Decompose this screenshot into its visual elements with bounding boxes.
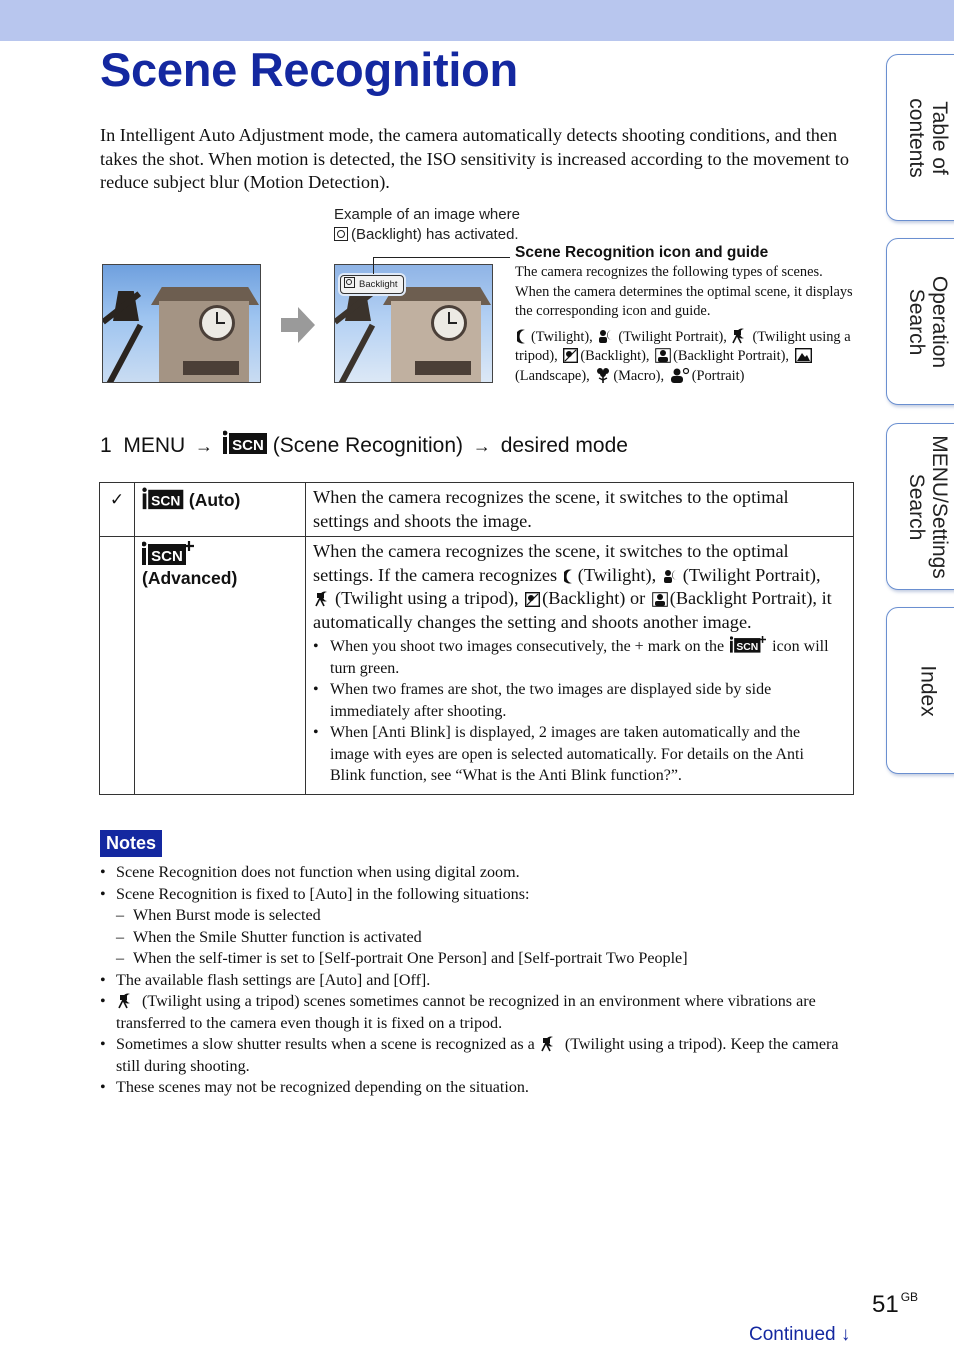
mode-desc-advanced [306, 537, 854, 795]
list-item: – When the Smile Shutter function is activated [100, 927, 855, 949]
page-suffix: GB [900, 1290, 919, 1304]
twilight-icon [564, 569, 576, 584]
step-menu: MENU [123, 434, 186, 457]
list-item: • These scenes may not be recognized depending on the situation. [100, 1077, 855, 1099]
step-arrow-2: → [472, 436, 491, 456]
table-row-auto [100, 483, 854, 537]
tab-op-label [905, 275, 951, 367]
iscn-plus-icon [142, 541, 194, 567]
scene-twilight: (Twilight), [531, 328, 593, 345]
adv-desc-5: (Backlight) or [542, 588, 646, 608]
example-photo-after [334, 264, 493, 383]
scene-guide [515, 243, 855, 386]
step-item: (Scene Recognition) [272, 434, 464, 457]
note-5a: Sometimes a slow shutter results when a scene is recognized as a [116, 1036, 535, 1053]
callout-line-vertical [373, 257, 374, 274]
twilight-portrait-icon [663, 569, 681, 584]
mode-name-advanced [135, 537, 306, 795]
backlight-badge [340, 275, 404, 294]
guide-text: The camera recognizes the following types of scenes. When the camera determines the optimal scene, it displays the corresponding icon and guide. [515, 264, 853, 319]
list-item: • The available flash settings are [Auto] and [Off]. [100, 970, 855, 992]
intro-paragraph: In Intelligent Auto Adjustment mode, the camera automatically detects shooting conditions, and then takes the shot. When motion is detected, the ISO sensitivity is increased according to the movement to reduce subject blur (Motion Detection). [100, 125, 850, 192]
list-item: • When [Anti Blink] is displayed, 2 images are taken automatically and the image with eyes are open is selected automatically. For details on the Anti Blink function, see “What is the Anti Blink function?”. [313, 722, 843, 787]
tab-operation-search[interactable] [886, 238, 954, 405]
scene-list [515, 328, 855, 387]
svg-text:SCN: SCN [151, 548, 183, 565]
tab-menu-line2: Search [904, 473, 928, 540]
continued-link[interactable] [749, 1324, 850, 1346]
list-item: – When Burst mode is selected [100, 905, 855, 927]
svg-text:SCN: SCN [736, 641, 759, 653]
bullet1-a: When you shoot two images consecutively, the + mark on the [330, 638, 725, 655]
mode-desc-auto: When the camera recognizes the scene, it switches to the optimal settings and shoots the image. [306, 483, 854, 537]
scene-backlight-portrait: (Backlight Portrait), [673, 348, 790, 364]
step-target: desired mode [500, 434, 628, 457]
adv-desc-1: When the camera recognizes the scene, it switches to the optimal settings. If the camera recognizes [313, 541, 789, 585]
twilight-tripod-icon [315, 591, 333, 607]
svg-text:SCN: SCN [232, 437, 264, 454]
list-item: – When the self-timer is set to [Self-portrait One Person] and [Self-portrait Two People] [100, 948, 855, 970]
step-number: 1 [100, 434, 112, 457]
list-item: • Scene Recognition does not function when using digital zoom. [100, 862, 855, 884]
step-arrow: → [195, 436, 214, 456]
list-item: • Scene Recognition is fixed to [Auto] in the following situations: [100, 884, 855, 906]
default-check-icon: ✓ [100, 483, 135, 537]
backlight-portrait-icon [655, 348, 671, 363]
list-item: • When two frames are shot, the two images are displayed side by side immediately after shooting. [313, 679, 843, 722]
mode-label-auto: (Auto) [188, 490, 241, 510]
tab-index-label: Index [916, 664, 940, 717]
continued-label: Continued [749, 1324, 836, 1345]
scene-landscape: (Landscape), [515, 367, 590, 384]
header-band [0, 0, 954, 41]
tab-op-line2: Search [904, 288, 928, 355]
adv-desc-2: (Twilight), [577, 564, 657, 585]
svg-text:SCN: SCN [151, 492, 181, 509]
mode-label-advanced: (Advanced) [142, 568, 238, 588]
caption-line1: Example of an image where [334, 206, 520, 223]
page-title: Scene Recognition [100, 43, 518, 96]
list-item [100, 1034, 855, 1077]
scene-macro: (Macro), [613, 367, 665, 384]
badge-label: Backlight [359, 279, 398, 290]
step-instruction [100, 430, 628, 458]
tab-table-of-contents[interactable] [886, 54, 954, 221]
landscape-icon [795, 348, 812, 363]
mode-table [99, 482, 854, 795]
scene-backlight: (Backlight), [580, 348, 650, 364]
tab-menu-label [905, 435, 951, 579]
backlight-icon [563, 348, 578, 363]
bullet1-b: icon will turn green. [330, 638, 829, 677]
list-item [100, 991, 855, 1034]
page-number [872, 1290, 918, 1319]
tab-menu-line1: MENU/Settings [927, 434, 951, 579]
twilight-portrait-icon [598, 329, 616, 344]
tab-toc-line1: Table of [927, 100, 951, 175]
note-5b: (Twilight using a tripod). Keep the camera still during shooting. [116, 1036, 839, 1075]
advanced-notes-list [313, 636, 843, 787]
scene-twilight-portrait: (Twilight Portrait), [618, 328, 727, 345]
tab-toc-line2: contents [904, 97, 928, 178]
guide-title: Scene Recognition icon and guide [515, 244, 769, 261]
note-4-text: (Twilight using a tripod) scenes sometimes cannot be recognized in an environment where vibrations are transferred to the camera even though it is fixed on a tripod. [116, 993, 816, 1032]
table-row-advanced [100, 537, 854, 795]
backlight-portrait-icon [652, 592, 668, 607]
tab-toc-label [905, 98, 951, 177]
twilight-tripod-icon [732, 328, 750, 344]
down-arrow-icon: ↓ [840, 1324, 851, 1345]
adv-desc-3: (Twilight Portrait), [682, 564, 821, 585]
macro-icon [595, 367, 611, 383]
page-number-value: 51 [872, 1291, 899, 1318]
scene-twilight-tripod: (Twilight using a tripod), [515, 328, 851, 364]
twilight-tripod-icon [118, 993, 136, 1009]
notes-label: Notes [100, 830, 162, 857]
backlight-icon [344, 277, 355, 288]
twilight-icon [517, 329, 529, 344]
backlight-icon [525, 592, 540, 607]
iscn-icon [223, 430, 267, 456]
adv-desc-6: (Backlight Portrait), it automatically changes the setting and shoots another image. [313, 588, 832, 632]
iscn-plus-icon [730, 636, 766, 654]
backlight-icon [334, 227, 348, 241]
caption-line2: (Backlight) has activated. [351, 226, 519, 243]
mode-name-auto [135, 483, 306, 537]
adv-desc-4: (Twilight using a tripod), [335, 588, 519, 608]
tab-menu-settings-search[interactable] [886, 423, 954, 590]
twilight-tripod-icon [541, 1036, 559, 1052]
tab-op-line1: Operation [927, 275, 951, 368]
figure-caption [334, 205, 520, 245]
callout-line [373, 257, 510, 258]
tab-index[interactable] [886, 607, 954, 774]
scene-portrait: (Portrait) [691, 367, 745, 384]
iscn-icon [142, 487, 184, 511]
example-photo-before [102, 264, 261, 383]
list-item [313, 636, 843, 679]
notes-list [100, 862, 855, 1099]
portrait-icon [670, 367, 690, 383]
right-arrow-icon [281, 307, 315, 343]
